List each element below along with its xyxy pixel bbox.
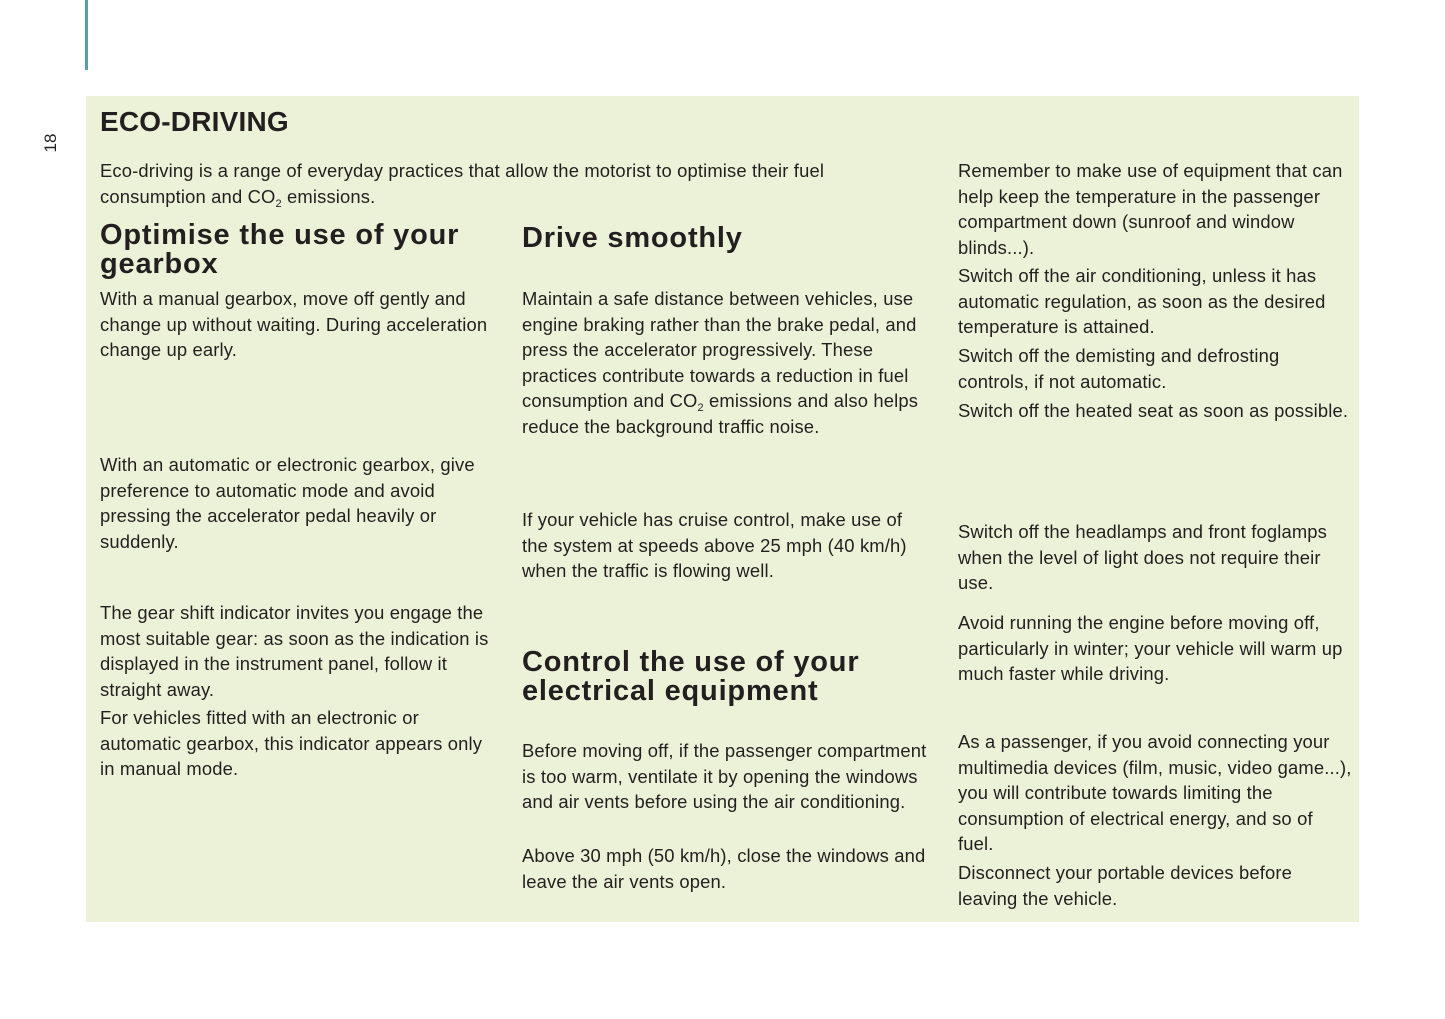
gearbox-automatic-paragraph: With an automatic or electronic gearbox, give preference to automatic mode and avoid pressing the accelerator pedal heavily or suddenly. [100, 454, 475, 552]
page-title: ECO-DRIVING [100, 106, 289, 137]
drive-smoothly-heading: Drive smoothly [522, 222, 743, 254]
demisting-paragraph: Switch off the demisting and defrosting controls, if not automatic. [958, 345, 1280, 392]
multimedia-devices-paragraph: As a passenger, if you avoid connecting your multimedia devices (film, music, video game...), you will contribute towards limiting the consumption of electrical energy, and so of fuel. [958, 731, 1352, 854]
gear-shift-indicator-paragraph: The gear shift indicator invites you engage the most suitable gear: as soon as the indication is displayed in the instrument panel, follow it straight away. [100, 602, 489, 700]
engine-idle-paragraph: Avoid running the engine before moving off, particularly in winter; your vehicle will warm up much faster while driving. [958, 612, 1343, 684]
air-vents-paragraph: Above 30 mph (50 km/h), close the windows and leave the air vents open. [522, 845, 926, 892]
cruise-control-paragraph: If your vehicle has cruise control, make use of the system at speeds above 25 mph (40 km/h) when the traffic is flowing well. [522, 509, 907, 581]
portable-devices-paragraph: Disconnect your portable devices before leaving the vehicle. [958, 862, 1292, 909]
gearbox-manual-paragraph: With a manual gearbox, move off gently and change up without waiting. During acceleration change up early. [100, 288, 488, 360]
page-number: 18 [41, 133, 60, 153]
intro-paragraph: Eco-driving is a range of everyday practices that allow the motorist to optimise their fuel consumption and $CO_2$ emissions. [100, 160, 825, 210]
electrical-equipment-heading: Control the use of your electrical equipment [522, 646, 860, 707]
temperature-equipment-paragraph: Remember to make use of equipment that can help keep the temperature in the passenger compartment down (sunroof and window blinds...). [958, 160, 1343, 258]
air-conditioning-paragraph: Switch off the air conditioning, unless it has automatic regulation, as soon as the desired temperature is attained. [958, 265, 1326, 337]
headlamps-paragraph: Switch off the headlamps and front foglamps when the level of light does not require their use. [958, 521, 1328, 593]
margin-accent-line [85, 0, 88, 70]
drive-smoothly-paragraph: Maintain a safe distance between vehicles, use engine braking rather than the brake pedal, and press the accelerator progressively. These practices contribute towards a reduction in fuel consumption and $CO_2$ emissions and also helps reduce the background traffic noise. [522, 288, 919, 437]
gearbox-heading: Optimise the use of your gearbox [100, 219, 460, 280]
indicator-manual-mode-paragraph: For vehicles fitted with an electronic or automatic gearbox, this indicator appears only in manual mode. [100, 707, 483, 779]
passenger-compartment-paragraph: Before moving off, if the passenger compartment is too warm, ventilate it by opening the windows and air vents before using the air conditioning. [522, 740, 927, 812]
heated-seat-paragraph: Switch off the heated seat as soon as possible. [958, 400, 1349, 421]
eco-driving-panel [86, 96, 1359, 922]
